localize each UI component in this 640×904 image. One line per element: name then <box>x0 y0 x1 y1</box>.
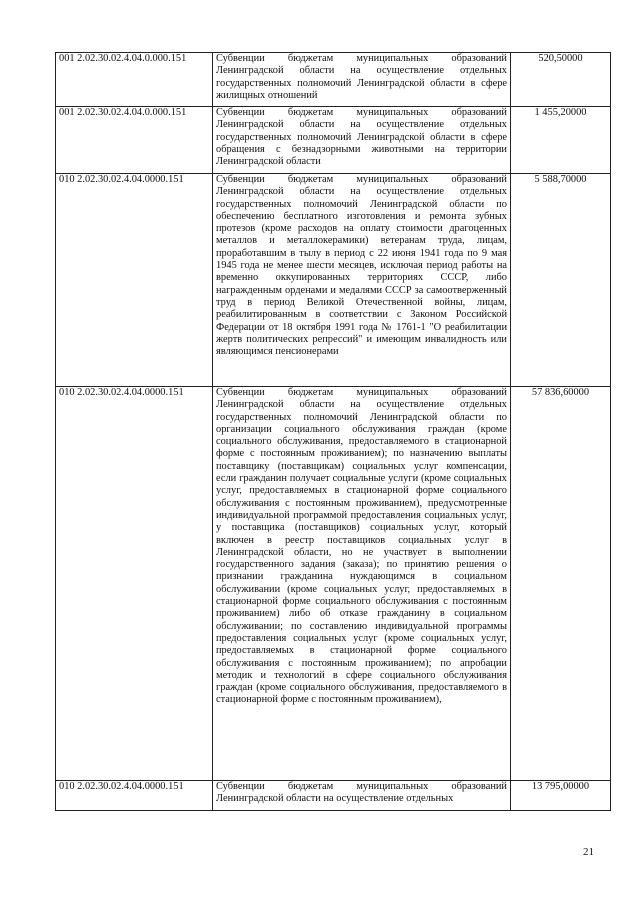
table-row <box>56 53 611 107</box>
page-number: 21 <box>583 846 594 858</box>
budget-amount: 57 836,60000 <box>511 387 611 781</box>
budget-code: 010 2.02.30.02.4.04.0000.151 <box>56 781 213 811</box>
budget-amount: 520,50000 <box>511 53 611 107</box>
budget-amount: 1 455,20000 <box>511 107 611 174</box>
table-row <box>56 174 611 387</box>
table-row <box>56 107 611 174</box>
budget-amount: 5 588,70000 <box>511 174 611 387</box>
budget-description-cell <box>213 781 511 811</box>
budget-description: Субвенции бюджетам муниципальных образований Ленинградской области на осуществление отдельных государственных полномочий Ленинградской области в сфере жилищных отношений <box>213 53 511 107</box>
budget-description: Субвенции бюджетам муниципальных образований Ленинградской области на осуществление отдельных <box>216 781 507 805</box>
budget-description: Субвенции бюджетам муниципальных образований Ленинградской области на осуществление отдельных государственных полномочий Ленинградской области в сфере обращения с безнадзорными животными на территории Ленинградской области <box>213 107 511 174</box>
table-row <box>56 387 611 781</box>
budget-amount: 13 795,00000 <box>511 781 611 811</box>
budget-description: Субвенции бюджетам муниципальных образований Ленинградской области на осуществление отдельных государственных полномочий Ленинградской области по обеспечению бесплатного изготовления и ремонта зубных протезов (кроме расходов на оплату стоимости драгоценных металлов и металлокерамики) ветеранам труда, лицам, проработавшим в тылу в период с 22 июня 1941 года по 9 мая 1945 года не менее шести месяцев, исключая период работы на временно оккупированных территориях СССР, либо награжденным орденами и медалями СССР за самоотверженный труд в период Великой Отечественной войны, лицам, реабилитированным в соответствии с Законом Российской Федерации от 18 октября 1991 года № 1761-1 "О реабилитации жертв политических репрессий" и имеющим инвалидность или являющимся пенсионерами <box>213 174 511 387</box>
budget-code: 001 2.02.30.02.4.04.0.000.151 <box>56 107 213 174</box>
budget-code: 001 2.02.30.02.4.04.0.000.151 <box>56 53 213 107</box>
table-row <box>56 781 611 811</box>
budget-table <box>55 52 611 811</box>
budget-code: 010 2.02.30.02.4.04.0000.151 <box>56 174 213 387</box>
budget-code: 010 2.02.30.02.4.04.0000.151 <box>56 387 213 781</box>
budget-description: Субвенции бюджетам муниципальных образований Ленинградской области на осуществление отдельных государственных полномочий Ленинградской области по организации социального обслуживания граждан (кроме социального обслуживания, предоставляемого в стационарной форме с постоянным проживанием); по назначению выплаты поставщику (поставщикам) социальных услуг компенсации, если гражданин получает социальные услуги (кроме социальных услуг, предоставляемых в стационарной форме социального обслуживания с постоянным проживанием), предусмотренные индивидуальной программой предоставления социальных услуг, у поставщика (поставщиков) социальных услуг, который включен в реестр поставщиков социальных услуг в Ленинградской области, но не участвует в выполнении государственного задания (заказа); по принятию решения о признании гражданина нуждающимся в социальном обслуживании (кроме социальных услуг, предоставляемых в стационарной форме социального обслуживания с постоянным проживанием) либо об отказе гражданину в социальном обслуживании; по составлению индивидуальной программы предоставления социальных услуг (кроме социальных услуг, предоставляемых в стационарной форме социального обслуживания с постоянным проживанием); по апробации методик и технологий в сфере социального обслуживания граждан (кроме социального обслуживания, предоставляемого в стационарной форме с постоянным проживанием), <box>213 387 511 781</box>
